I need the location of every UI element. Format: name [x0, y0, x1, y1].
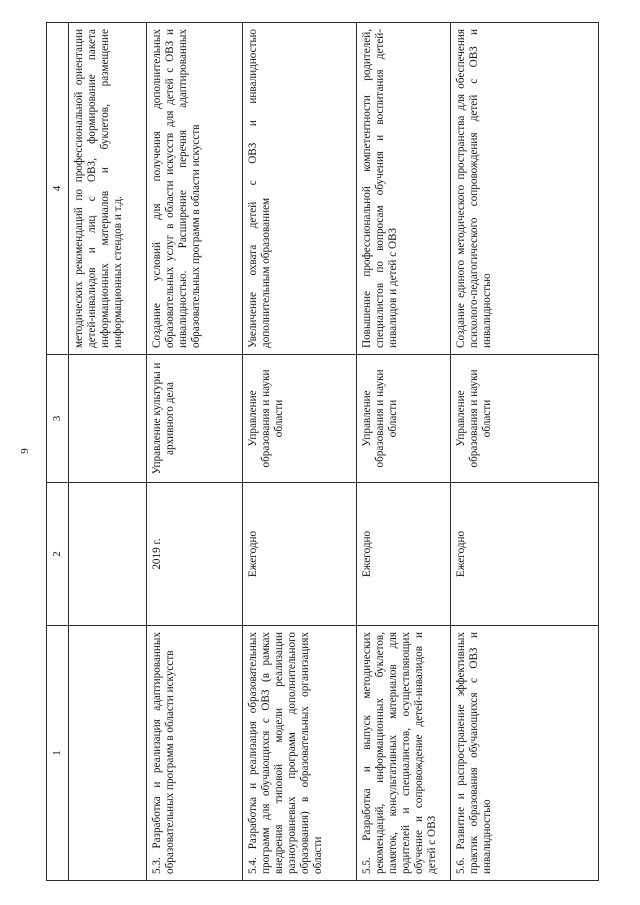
activity-cell: 5.4. Разработка и реализация образовательных программ для обучающихся с ОВЗ (в рамках внедрения типовой модели реализации разноуровневых программ дополнительного образования) в образовательных организациях области	[242, 626, 356, 881]
executor-cell: Управление образования и науки области	[242, 355, 356, 483]
header-col-1: 1	[47, 626, 69, 881]
result-cell: Повышение профессиональной компетентности родителей, специалистов по вопросам обучения и воспитания детей-инвалидов и детей с ОВЗ	[356, 23, 450, 355]
deadline-cell: Ежегодно	[356, 483, 450, 626]
activity-cell: 5.6. Развитие и распространение эффективных практик образования обучающихся с ОВЗ и инвалидностью	[450, 626, 598, 881]
result-cell: Увеличение охвата детей с ОВЗ и инвалидностью дополнительным образованием	[242, 23, 356, 355]
table-row	[146, 23, 242, 881]
executor-cell: Управление образования и науки области	[450, 355, 598, 483]
activity-cell: 5.3. Разработка и реализация адаптированных образовательных программ в области искусств	[146, 626, 242, 881]
rotated-table-wrapper	[46, 23, 594, 881]
table-row	[356, 23, 450, 881]
measures-table	[46, 22, 599, 881]
executor-cell: Управление образования и науки области	[356, 355, 450, 483]
header-col-4: 4	[47, 23, 69, 355]
header-col-3: 3	[47, 355, 69, 483]
deadline-cell: 2019 г.	[146, 483, 242, 626]
result-cell: Создание единого методического пространства для обеспечения психолого-педагогического сопровождения детей с ОВЗ и инвалидностью	[450, 23, 598, 355]
executor-cell: Управление культуры и архивного дела	[146, 355, 242, 483]
activity-cell	[68, 626, 146, 881]
table-row	[242, 23, 356, 881]
deadline-cell	[68, 483, 146, 626]
table-row-continuation	[68, 23, 146, 881]
activity-cell: 5.5. Разработка и выпуск методических рекомендаций, информационных буклетов, памяток, консультативных материалов для родителей и специалистов, осуществляющих обучение и сопровождение детей-инвалидов и детей с ОВЗ	[356, 626, 450, 881]
deadline-cell: Ежегодно	[450, 483, 598, 626]
table-row	[450, 23, 598, 881]
result-cell: Создание условий для получения дополнительных образовательных услуг в области искусств для детей с ОВЗ и инвалидностью. Расширение перечня адаптированных образовательных программ в области искусств	[146, 23, 242, 355]
header-row	[47, 23, 69, 881]
header-col-2: 2	[47, 483, 69, 626]
result-cell: методических рекомендаций по профессиональной ориентации детей-инвалидов и лиц с ОВЗ, формирование пакета информационных материалов и буклетов, размещение информационных стендов и т.д.	[68, 23, 146, 355]
page-number: 9	[18, 448, 31, 454]
executor-cell	[68, 355, 146, 483]
deadline-cell: Ежегодно	[242, 483, 356, 626]
